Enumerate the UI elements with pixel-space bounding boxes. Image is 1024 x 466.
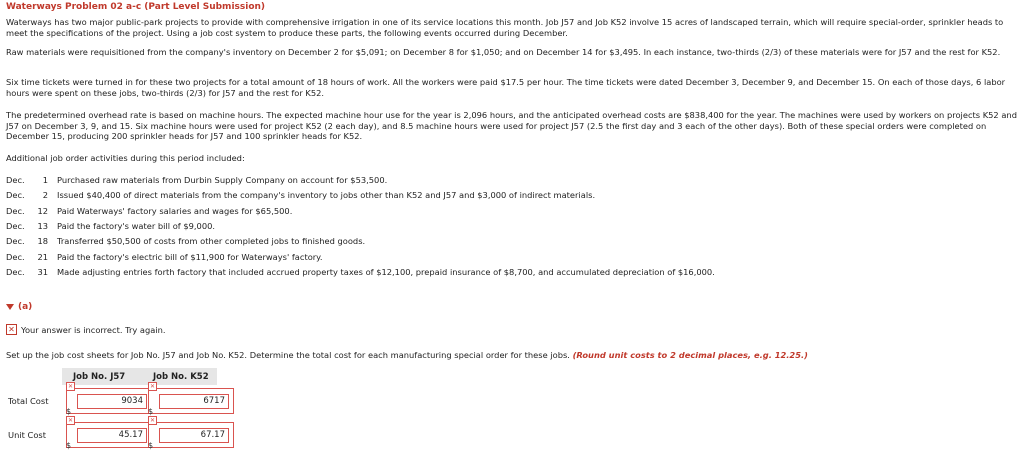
total-cost-j57-input[interactable]: 9034 <box>77 394 147 409</box>
event-month: Dec. <box>6 267 25 277</box>
event-month: Dec. <box>6 221 25 231</box>
event-text: Issued $40,400 of direct materials from the company's inventory to jobs other than K52 and J57 and $3,000 of indirect materials. <box>57 190 596 200</box>
currency-symbol: $ <box>66 407 72 416</box>
header-job-j57: Job No. J57 <box>73 372 126 382</box>
labor-paragraph: Six time tickets were turned in for these two projects for a total amount of 18 hours of work. All the workers were paid $17.5 per hour. The time tickets were dated December 3, December 9, and December 15. On each of those days, 6 labor hours were spent on these jobs, two-thirds (2/3) for J57 and the rest for K52. <box>6 77 1006 98</box>
error-x-icon: ✕ <box>149 417 156 424</box>
event-day: 13 <box>37 221 48 231</box>
event-month: Dec. <box>6 236 25 246</box>
event-day: 1 <box>42 175 48 185</box>
instructions <box>6 350 808 360</box>
part-label: (a) <box>18 302 33 312</box>
event-month: Dec. <box>6 190 25 200</box>
event-day: 18 <box>37 236 48 246</box>
header-job-k52: Job No. K52 <box>153 372 209 382</box>
event-day: 31 <box>37 267 48 277</box>
event-day: 21 <box>37 252 48 262</box>
currency-symbol: $ <box>66 441 72 450</box>
event-text: Paid the factory's electric bill of $11,900 for Waterways' factory. <box>57 252 323 262</box>
event-text: Paid the factory's water bill of $9,000. <box>57 221 216 231</box>
overhead-paragraph: The predetermined overhead rate is based on machine hours. The expected machine hour use for the year is 2,096 hours, and the anticipated overhead costs are $838,400 for the year. The machines were used by workers on projects K52 and J57 on December 3, 9, and 15. Six machine hours were used for project K52 (2 each day), and 8.5 machine hours were used for project J57 (2.5 the first day and 3 each of the other days). Both of these special orders were completed on December 15, producing 200 sprinkler heads for J57 and 100 sprinkler heads for K52. <box>6 110 1017 141</box>
intro-paragraph: Waterways has two major public-park projects to provide with comprehensive irrigation in one of its service locations this month. Job J57 and Job K52 involve 15 acres of landscaped terrain, which will require special-order, sprinkler heads to meet the specifications of the project. Using a job cost system to produce these parts, the following events occurred during December. <box>6 17 1004 38</box>
currency-symbol: $ <box>148 441 154 450</box>
materials-paragraph: Raw materials were requisitioned from the company's inventory on December 2 for $5,091; on December 8 for $1,050; and on December 14 for $3,495. In each instance, two-thirds (2/3) of these materials were for J57 and the rest for K52. <box>6 47 1001 57</box>
event-text: Made adjusting entries forth factory that included accrued property taxes of $12,100, prepaid insurance of $8,700, and accumulated depreciation of $16,000. <box>57 267 715 277</box>
total-cost-j57-cell <box>66 383 152 416</box>
row-label-unit-cost: Unit Cost <box>8 430 46 440</box>
event-day: 12 <box>37 206 48 216</box>
total-cost-k52-cell <box>148 383 234 416</box>
activities-intro: Additional job order activities during this period included: <box>6 153 245 163</box>
event-day: 2 <box>42 190 48 200</box>
rounding-hint: (Round unit costs to 2 decimal places, e.g. 12.25.) <box>572 350 808 360</box>
event-text: Purchased raw materials from Durbin Supply Company on account for $53,500. <box>57 175 388 185</box>
instruction-text: Set up the job cost sheets for Job No. J57 and Job No. K52. Determine the total cost for each manufacturing special order for these jobs. <box>6 350 570 360</box>
answer-status <box>6 324 166 335</box>
event-text: Transferred $50,500 of costs from other completed jobs to finished goods. <box>57 236 366 246</box>
unit-cost-k52-input[interactable]: 67.17 <box>159 428 229 443</box>
event-month: Dec. <box>6 252 25 262</box>
total-cost-k52-input[interactable]: 6717 <box>159 394 229 409</box>
event-text: Paid Waterways' factory salaries and wages for $65,500. <box>57 206 293 216</box>
event-month: Dec. <box>6 175 25 185</box>
event-month: Dec. <box>6 206 25 216</box>
collapse-triangle-icon <box>6 304 14 310</box>
row-label-total-cost: Total Cost <box>8 396 49 406</box>
problem-title: Waterways Problem 02 a-c (Part Level Submission) <box>6 2 266 12</box>
part-a-toggle[interactable] <box>6 302 32 312</box>
error-x-icon: ✕ <box>67 383 74 390</box>
status-text: Your answer is incorrect. Try again. <box>21 324 166 335</box>
unit-cost-j57-cell <box>66 417 152 450</box>
unit-cost-j57-input[interactable]: 45.17 <box>77 428 147 443</box>
error-x-icon: ✕ <box>149 383 156 390</box>
error-x-icon: ✕ <box>67 417 74 424</box>
unit-cost-k52-cell <box>148 417 234 450</box>
currency-symbol: $ <box>148 407 154 416</box>
x-icon: ✕ <box>6 324 17 335</box>
